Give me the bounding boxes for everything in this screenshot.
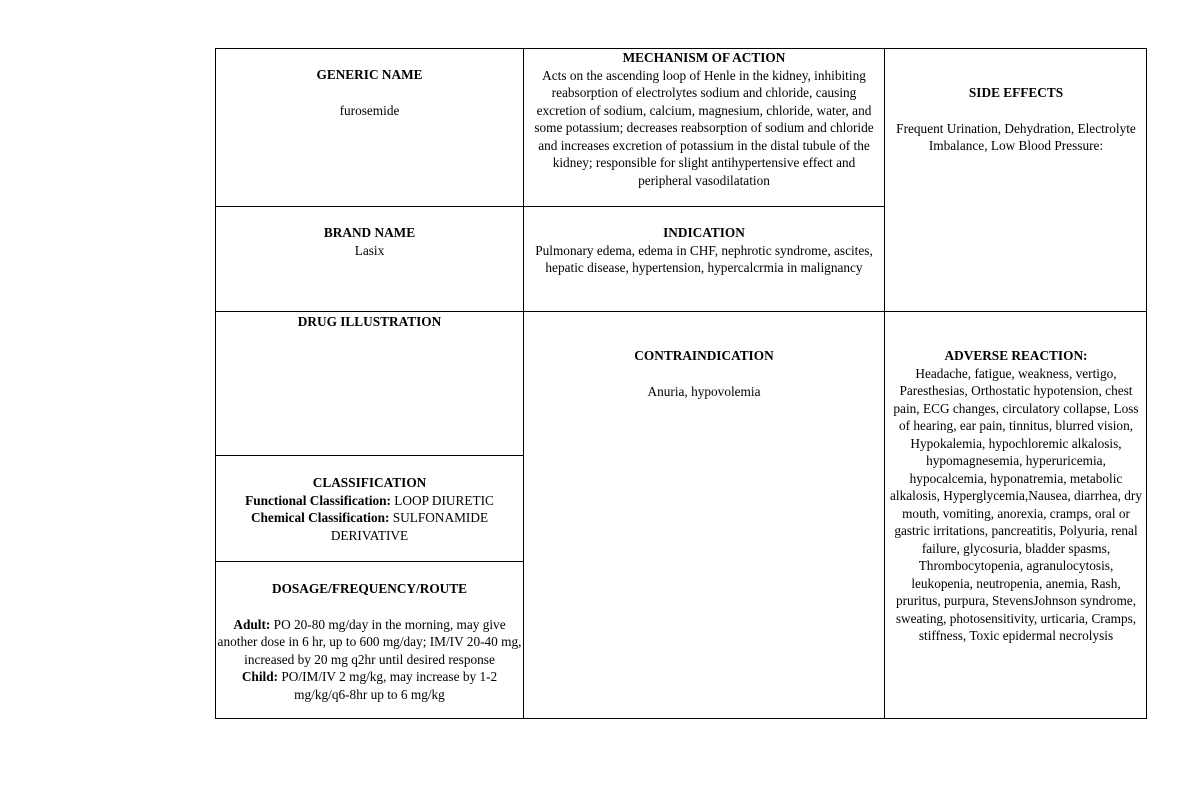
adverse-reaction-cell <box>890 347 1142 645</box>
classification-cell <box>216 474 523 544</box>
contraindication-text: Anuria, hypovolemia <box>647 383 761 399</box>
brand-name-cell <box>216 224 523 259</box>
mechanism-text: Acts on the ascending loop of Henle in the kidney, inhibiting reabsorption of electrolytes sodium and chloride, causing excretion of sodium, calcium, magnesium, chloride, water, and some potassium; decreases reabsorption of sodium and chloride and increases excretion of potassium in the distal tubule of the kidney; responsible for slight antihypertensive effect and peripheral vasodilatation <box>534 67 874 188</box>
drug-illustration-heading: DRUG ILLUSTRATION <box>297 314 442 329</box>
chemical-classification-value: SULFONAMIDE DERIVATIVE <box>330 510 489 543</box>
adverse-reaction-heading: ADVERSE REACTION: <box>944 348 1088 363</box>
dosage-adult-label: Adult: <box>233 616 271 632</box>
column-divider-2 <box>884 48 885 719</box>
drug-illustration-cell <box>216 313 523 331</box>
brand-name-heading: BRAND NAME <box>323 225 416 240</box>
mechanism-heading: MECHANISM OF ACTION <box>622 50 786 65</box>
dosage-heading: DOSAGE/FREQUENCY/ROUTE <box>271 581 468 596</box>
dosage-child <box>216 668 523 703</box>
functional-classification-label: Functional Classification: <box>245 492 391 508</box>
dosage-adult-text: PO 20-80 mg/day in the morning, may give another dose in 6 hr, up to 600 mg/day; IM/IV 20-40 mg, increased by 20 mg q2hr until desired response <box>217 616 522 667</box>
generic-name-heading: GENERIC NAME <box>316 67 423 82</box>
brand-name-value: Lasix <box>354 242 385 258</box>
dosage-adult <box>216 616 523 669</box>
indication-cell <box>524 224 884 277</box>
dosage-child-label: Child: <box>241 669 279 684</box>
dosage-child-text: PO/IM/IV 2 mg/kg, may increase by 1-2 mg/kg/q6-8hr up to 6 mg/kg <box>278 669 498 702</box>
row-divider-4 <box>215 561 523 562</box>
generic-name-cell <box>216 66 523 119</box>
row-divider-1 <box>215 206 884 207</box>
mechanism-cell <box>528 49 880 189</box>
contraindication-cell <box>524 347 884 400</box>
row-divider-3 <box>215 455 523 456</box>
functional-classification-value: LOOP DIURETIC <box>390 492 494 508</box>
indication-heading: INDICATION <box>663 225 745 240</box>
indication-text: Pulmonary edema, edema in CHF, nephrotic syndrome, ascites, hepatic disease, hypertension, hypercalcrmia in malignancy <box>535 242 873 275</box>
functional-classification <box>216 492 523 510</box>
chemical-classification-label: Chemical Classification: <box>250 510 390 525</box>
row-divider-2 <box>215 311 1147 312</box>
side-effects-text: Frequent Urination, Dehydration, Electrolyte Imbalance, Low Blood Pressure: <box>896 120 1136 153</box>
generic-name-value: furosemide <box>339 102 400 118</box>
dosage-cell <box>216 580 523 703</box>
classification-heading: CLASSIFICATION <box>312 475 427 490</box>
adverse-reaction-text: Headache, fatigue, weakness, vertigo, Paresthesias, Orthostatic hypotension, chest pain, ECG changes, circulatory collapse, Loss of hearing, ear pain, tinnitus, blurred vision, Hypokalemia, hypochloremic alkalosis, hypomagnesemia, hyperuricemia, hypocalcemia, hyponatremia, metabolic alkalosis, Hyperglycemia,Nausea, diarrhea, dry mouth, vomiting, anorexia, cramps, oral or gastric irritations, pancreatitis, Polyuria, renal failure, glycosuria, bladder spasms, Thrombocytopenia, agranulocytosis, leukopenia, neutropenia, anemia, Rash, pruritus, purpura, StevensJohnson syndrome, sweating, photosensitivity, urticaria, Cramps, stiffness, Toxic epidermal necrolysis <box>890 365 1142 643</box>
contraindication-heading: CONTRAINDICATION <box>634 348 774 363</box>
chemical-classification <box>216 509 523 544</box>
side-effects-cell <box>896 84 1136 155</box>
side-effects-heading: SIDE EFFECTS <box>968 85 1064 100</box>
